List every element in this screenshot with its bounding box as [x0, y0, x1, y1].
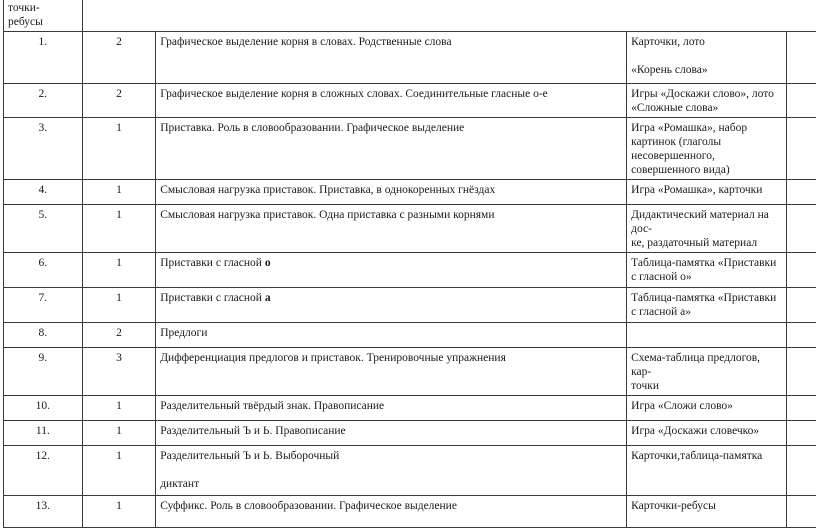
cell-topic [156, 84, 627, 118]
cell-topic [156, 323, 627, 348]
materials-text: Таблица-памятка «Приставки с гласной а» [631, 292, 776, 318]
cell-materials [627, 84, 787, 118]
materials-text: Игра «Сложи слово» [631, 400, 733, 412]
cell-hours: 1 [82, 396, 156, 421]
cell-empty [786, 446, 816, 496]
table-row [4, 118, 816, 180]
topic-text: Разделительный Ъ и Ь. Выборочный [160, 450, 339, 462]
cell-empty [786, 205, 816, 253]
table-row [4, 253, 816, 288]
materials-text: Игра «Ромашка», карточки [631, 184, 762, 196]
cell-materials [627, 205, 787, 253]
cell-number: 9. [4, 348, 83, 396]
table-row [4, 348, 816, 396]
cell-materials [627, 288, 787, 323]
cell-hours: 1 [82, 446, 156, 496]
table-row [4, 180, 816, 205]
cell-number: 2. [4, 84, 83, 118]
table-row [4, 205, 816, 253]
topic-text: Приставка. Роль в словообразовании. Графическое выделение [160, 122, 464, 134]
lesson-plan-table [3, 0, 816, 528]
cell-number: 13. [4, 496, 83, 528]
table-row [4, 288, 816, 323]
topic-text: Разделительный твёрдый знак. Правописание [160, 400, 384, 412]
topic-text: Суффикс. Роль в словообразовании. Графическое выделение [160, 500, 457, 512]
cell-topic [156, 421, 627, 446]
table-row [4, 496, 816, 528]
cell-topic [156, 180, 627, 205]
topic-text: Разделительный Ъ и Ь. Правописание [160, 425, 345, 437]
topic-text: Графическое выделение корня в словах. Родственные слова [160, 36, 451, 48]
cell-hours: 1 [82, 118, 156, 180]
cell-hours: 2 [82, 32, 156, 84]
cell-hours: 1 [82, 253, 156, 288]
cell-number: 7. [4, 288, 83, 323]
cell-number: 3. [4, 118, 83, 180]
topic-text: Приставки с гласной [160, 257, 265, 269]
materials-text: Схема-таблица предлогов, кар- точки [631, 352, 760, 392]
cell-number: 6. [4, 253, 83, 288]
cell-hours: 2 [82, 84, 156, 118]
cell-number: 4. [4, 180, 83, 205]
cell-empty [786, 288, 816, 323]
topic-vowel: о [265, 257, 271, 269]
cell-empty [786, 421, 816, 446]
cell-fragment: точки- ребусы [4, 0, 83, 32]
cell-number: 10. [4, 396, 83, 421]
cell-materials [627, 496, 787, 528]
cell-materials [627, 421, 787, 446]
topic-text: Предлоги [160, 327, 207, 339]
materials-text-continued: «Корень слова» [631, 64, 707, 76]
cell-hours: 1 [82, 421, 156, 446]
cell-materials [627, 396, 787, 421]
topic-text: Дифференциация предлогов и приставок. Тренировочные упражнения [160, 352, 506, 364]
cell-materials [627, 446, 787, 496]
cell-empty [786, 180, 816, 205]
cell-topic [156, 253, 627, 288]
cell-materials [627, 348, 787, 396]
materials-text: Карточки, лото [631, 36, 705, 48]
cell-hours: 1 [82, 288, 156, 323]
table-row [4, 396, 816, 421]
cell-empty [786, 496, 816, 528]
materials-text: Дидактический материал на дос- ке, раздаточный материал [631, 209, 769, 249]
materials-text: Карточки,таблица-памятка [631, 450, 762, 462]
materials-text: Таблица-памятка «Приставки с гласной о» [631, 257, 776, 283]
cell-topic [156, 205, 627, 253]
cell-empty [786, 323, 816, 348]
cell-empty [786, 118, 816, 180]
cell-topic [156, 32, 627, 84]
cell-hours: 3 [82, 348, 156, 396]
cell-materials [627, 253, 787, 288]
materials-text: Игра «Доскажи словечко» [631, 425, 759, 437]
cell-number: 5. [4, 205, 83, 253]
cell-topic [156, 396, 627, 421]
materials-text: Игра «Ромашка», набор картинок (глаголы несовершенного, совершенного вида) [631, 122, 747, 176]
table-row [4, 32, 816, 84]
table-row [4, 421, 816, 446]
topic-text: Графическое выделение корня в сложных словах. Соединительные гласные о-е [160, 88, 548, 100]
table-row [4, 446, 816, 496]
topic-text: Смысловая нагрузка приставок. Одна приставка с разными корнями [160, 209, 494, 221]
cell-topic [156, 348, 627, 396]
topic-text: Смысловая нагрузка приставок. Приставка, в однокоренных гнёздах [160, 184, 495, 196]
table-row-header-fragment [4, 0, 816, 32]
cell-empty [786, 84, 816, 118]
cell-hours: 1 [82, 205, 156, 253]
cell-materials [627, 118, 787, 180]
cell-empty [786, 396, 816, 421]
topic-text-continued: диктант [160, 478, 199, 490]
table-row [4, 323, 816, 348]
cell-number: 8. [4, 323, 83, 348]
cell-hours: 1 [82, 496, 156, 528]
cell-materials [627, 32, 787, 84]
cell-materials [627, 323, 787, 348]
cell-empty [786, 348, 816, 396]
cell-number: 12. [4, 446, 83, 496]
cell-number: 1. [4, 32, 83, 84]
cell-materials [627, 180, 787, 205]
cell-number: 11. [4, 421, 83, 446]
cell-topic [156, 288, 627, 323]
cell-hours: 2 [82, 323, 156, 348]
cell-hours: 1 [82, 180, 156, 205]
materials-text: Игры «Доскажи слово», лото «Сложные слова» [631, 88, 774, 114]
cell-empty [786, 253, 816, 288]
cell-topic [156, 118, 627, 180]
cell-topic [156, 496, 627, 528]
topic-vowel: а [265, 292, 271, 304]
materials-text: Карточки-ребусы [631, 500, 716, 512]
table-row [4, 84, 816, 118]
topic-text: Приставки с гласной [160, 292, 265, 304]
cell-topic [156, 446, 627, 496]
cell-empty [786, 32, 816, 84]
